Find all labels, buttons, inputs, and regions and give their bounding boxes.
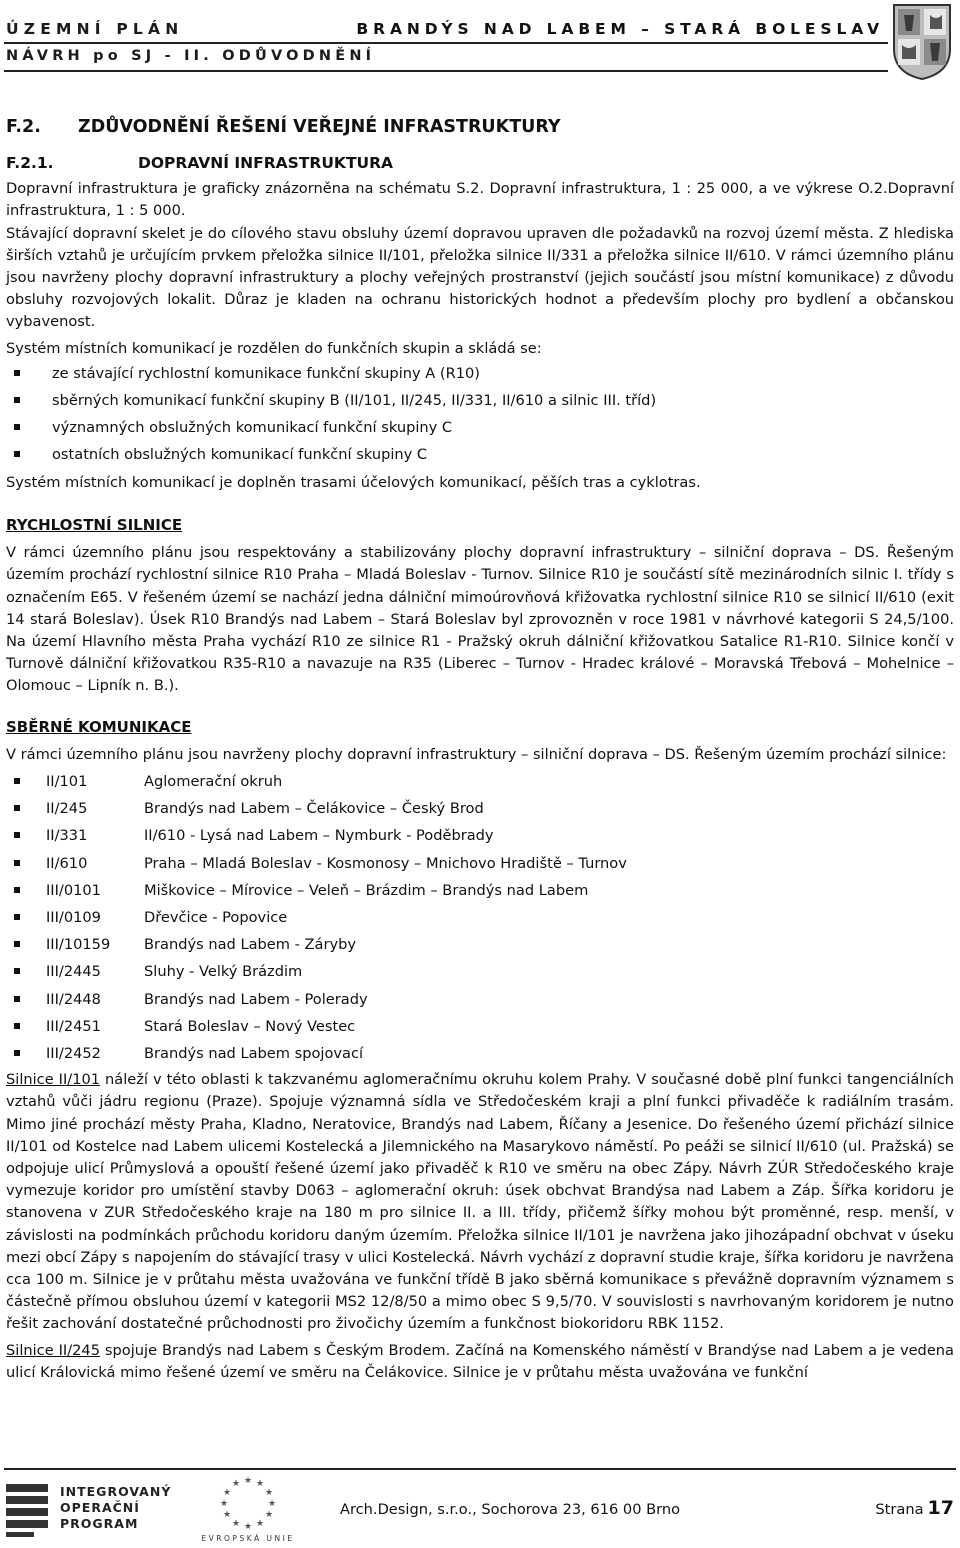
header-subtitle: NÁVRH po SJ - II. ODŮVODNĚNÍ	[6, 48, 376, 64]
road-name: Praha – Mladá Boleslav - Kosmonosy – Mnichovo Hradiště – Turnov	[144, 854, 627, 872]
svg-text:★: ★	[243, 1476, 253, 1486]
svg-text:★: ★	[243, 1522, 253, 1532]
road-name: Brandýs nad Labem - Polerady	[144, 990, 368, 1008]
page-number-value: 17	[927, 1497, 954, 1519]
road-code: II/610	[46, 854, 88, 872]
iop-line: INTEGROVANÝ	[60, 1484, 172, 1499]
list-item	[6, 768, 954, 795]
intro-paragraph-3: Systém místních komunikací je rozdělen do funkčních skupin a skládá se:	[6, 339, 542, 357]
list-item	[6, 958, 954, 985]
svg-text:★: ★	[219, 1499, 229, 1509]
main-content	[6, 110, 954, 1384]
ii245-text: spojuje Brandýs nad Labem s Českým Brodem. Začíná na Komenského náměstí v Brandýse nad Labem a je vedena ulicí Královická mimo řešené území ve směru na Čelákovice. Silnice je v průtahu města uvažována ve funkční	[6, 1341, 954, 1381]
list-item	[6, 931, 954, 958]
subsection-title: DOPRAVNÍ INFRASTRUKTURA	[138, 154, 394, 172]
road-code: III/0109	[46, 909, 101, 926]
intro-paragraph-2: Stávající dopravní skelet je do cílového stavu obsluhy území dopravou upraven dle požadavků na rozvoj území města. Z hlediska širších vztahů je určujícím prvkem přeložka silnice II/101, přeložka silnice II/331 a přeložka silnice II/610. V rámci územního plánu jsou navrženy plochy dopravní infrastruktury a plochy veřejných prostranství (jejich součástí jsou místní komunikace) z důvodu obsluhy rozvojových lokalit. Důraz je kladen na ochranu historických hodnot a především plochy pro bydlení a občanskou vybavenost.	[6, 224, 954, 331]
road-code: III/0101	[46, 881, 101, 899]
ii245-paragraph	[6, 1340, 954, 1384]
sberne-paragraph: V rámci územního plánu jsou navrženy plochy dopravní infrastruktury – silniční doprava – DS. Řešeným územím prochází silnice:	[6, 745, 947, 763]
footer-rule	[4, 1468, 956, 1470]
road-name: Brandýs nad Labem - Záryby	[144, 936, 356, 954]
header-rule-top	[4, 42, 888, 44]
list-item: sběrných komunikací funkční skupiny B (II/101, II/245, II/331, II/610 a silnic III. tříd)	[6, 387, 954, 414]
section-heading	[6, 116, 954, 138]
header-title-left: ÚZEMNÍ PLÁN	[6, 20, 184, 38]
road-code: II/101	[46, 773, 88, 791]
list-item	[6, 822, 954, 849]
eu-logo	[196, 1474, 300, 1546]
ii101-label: Silnice II/101	[6, 1071, 101, 1089]
road-code: III/10159	[46, 936, 111, 954]
svg-text:★: ★	[255, 1479, 265, 1489]
ii101-paragraph	[6, 1069, 954, 1335]
road-code: III/2451	[46, 1017, 101, 1035]
subsection-number: F.2.1.	[6, 154, 54, 172]
iop-line: OPERAČNÍ	[60, 1500, 140, 1515]
road-name: Stará Boleslav – Nový Vestec	[144, 1017, 356, 1035]
svg-text:★: ★	[222, 1488, 232, 1498]
intro-paragraph-1: Dopravní infrastruktura je graficky znázorněna na schématu S.2. Dopravní infrastruktura, 1 : 25 000, a ve výkrese O.2.Dopravní infrastruktura, 1 : 5 000.	[6, 180, 954, 220]
road-name: Brandýs nad Labem spojovací	[144, 1044, 364, 1062]
road-name: II/610 - Lysá nad Labem – Nymburk - Poděbrady	[144, 827, 494, 845]
svg-text:★: ★	[264, 1488, 274, 1498]
page-number	[875, 1497, 954, 1519]
function-groups-list	[6, 360, 954, 468]
road-name: Aglomerační okruh	[144, 773, 283, 791]
ii245-label: Silnice II/245	[6, 1341, 100, 1359]
section-number: F.2.	[6, 117, 41, 137]
svg-text:★: ★	[231, 1479, 241, 1489]
svg-text:★: ★	[255, 1519, 265, 1529]
header-rule-bottom	[4, 70, 888, 72]
list-item	[6, 850, 954, 877]
road-name: Sluhy - Velký Brázdim	[144, 963, 303, 981]
sberne-heading: SBĚRNÉ KOMUNIKACE	[6, 717, 192, 736]
rychlostni-paragraph: V rámci územního plánu jsou respektovány a stabilizovány plochy dopravní infrastruktury – silniční doprava – DS. Řešeným územím prochází rychlostní silnice R10 Praha – Mladá Boleslav - Turnov. Silnice R10 je součástí sítě mezinárodních silnic I. třídy s označením E65. V řešeném území se nachází jedna dálniční mimoúrovňová křižovatka rychlostní silnice R10 se silnicí II/610 (exit 14 stará Boleslav). Úsek R10 Brandýs nad Labem – Stará Boleslav byl zprovozněn v roce 1981 v návrhové kategorii S 24,5/100. Na území Hlavního města Praha vychází R10 ze silnice R1 - Pražský okruh dálniční křižovatkou Satalice R1-R10. Silnice končí v Turnově dálniční křižovatkou R35-R10 a navazuje na R35 (Liberec – Turnov - Hradec králové – Moravská Třebová – Mohelnice – Olomouc – Lipník n. B.).	[6, 544, 954, 695]
list-item: významných obslužných komunikací funkční skupiny C	[6, 414, 954, 441]
eu-flag-icon	[210, 1474, 286, 1532]
list-item	[6, 877, 954, 904]
iop-logo-icon	[6, 1480, 48, 1538]
list-item	[6, 795, 954, 822]
road-name: Brandýs nad Labem – Čelákovice – Český Brod	[144, 800, 484, 818]
svg-text:★: ★	[222, 1510, 232, 1520]
list-item	[6, 904, 954, 931]
ii101-text: náleží v této oblasti k takzvanému aglomeračnímu okruhu kolem Prahy. V současné době plní funkci tangenciálních vztahů vůči jádru regionu (Praze). Spojuje významná sídla ve Středočeském kraji a plní funkci přivaděče k radiálním trasám. Mimo jiné prochází městy Praha, Kladno, Neratovice, Brandýs nad Labem, Říčany a Jesenice. Do řešeného území přichází silnice II/101 od Kostelce nad Labem ulicemi Kostelecká a Jilemnického na Masarykovo náměstí. Po peáži se silnicí II/610 (ul. Pražská) se odpojuje ulicí Průmyslová a opouští řešené území jako přivaděč k R10 ve směru na obec Zápy. Návrh ZÚR Středočeského kraje vymezuje koridor pro umístění stavby D063 – aglomerační okruh: úsek obchvat Brandýsa nad Labem a Záp. Šířka koridoru je stanovena v ZUR Středočeského kraje na 180 m pro silnice II. a III. třídy, přičemž šířky mohou být proměnné, resp. menší, v závislosti na podmínkách průchodu koridoru daným územím. Přeložka silnice II/101 je navržena jako jihozápadní obchvat v úseku mezi obcí Zápy s napojením do stávající trasy v ulici Kostelecká. Návrh vychází z dopravní studie kraje, šířka koridoru je navržena cca 100 m. Silnice je v průtahu města uvažována ve funkční třídě B jako sběrná komunikace s převážně dopravním významem s částečně přímou obsluhou území v kategorii MS2 12/8/50 a mimo obec S 9,5/70. V souvislosti s navrhovaným koridorem je nutno řešit zachování dostatečné průchodnosti pro živočichy územím a funkčnost biokoridoru RBK 1152.	[6, 1071, 955, 1333]
intro-paragraph-4: Systém místních komunikací je doplněn trasami účelových komunikací, pěších tras a cyklotras.	[6, 473, 701, 491]
svg-text:★: ★	[231, 1519, 241, 1529]
header-title-right: BRANDÝS NAD LABEM – STARÁ BOLESLAV	[356, 20, 884, 38]
iop-line: PROGRAM	[60, 1516, 139, 1531]
list-item: ze stávající rychlostní komunikace funkční skupiny A (R10)	[6, 360, 954, 387]
eu-label: EVROPSKÁ UNIE	[201, 1534, 295, 1543]
road-code: III/2445	[46, 963, 101, 981]
road-code: III/2448	[46, 990, 101, 1008]
list-item	[6, 1013, 954, 1040]
list-item: ostatních obslužných komunikací funkční skupiny C	[6, 441, 954, 468]
road-name: Dřevčice - Popovice	[144, 909, 288, 926]
page-label: Strana	[875, 1501, 924, 1518]
rychlostni-heading: RYCHLOSTNÍ SILNICE	[6, 516, 183, 535]
footer-firm: Arch.Design, s.r.o., Sochorova 23, 616 00 Brno	[340, 1501, 681, 1518]
road-code: II/331	[46, 827, 88, 845]
iop-logo	[6, 1480, 172, 1540]
svg-text:★: ★	[267, 1499, 277, 1509]
list-item	[6, 986, 954, 1013]
town-crest-icon	[892, 3, 952, 81]
roads-list	[6, 768, 954, 1067]
section-title: ZDŮVODNĚNÍ ŘEŠENÍ VEŘEJNÉ INFRASTRUKTURY	[78, 117, 561, 137]
list-item	[6, 1040, 954, 1067]
road-code: II/245	[46, 800, 88, 818]
road-code: III/2452	[46, 1044, 101, 1062]
svg-text:★: ★	[264, 1510, 274, 1520]
road-name: Miškovice – Mírovice – Veleň – Brázdim – Brandýs nad Labem	[144, 881, 589, 899]
subsection-heading	[6, 152, 954, 174]
iop-logo-text	[60, 1484, 171, 1532]
